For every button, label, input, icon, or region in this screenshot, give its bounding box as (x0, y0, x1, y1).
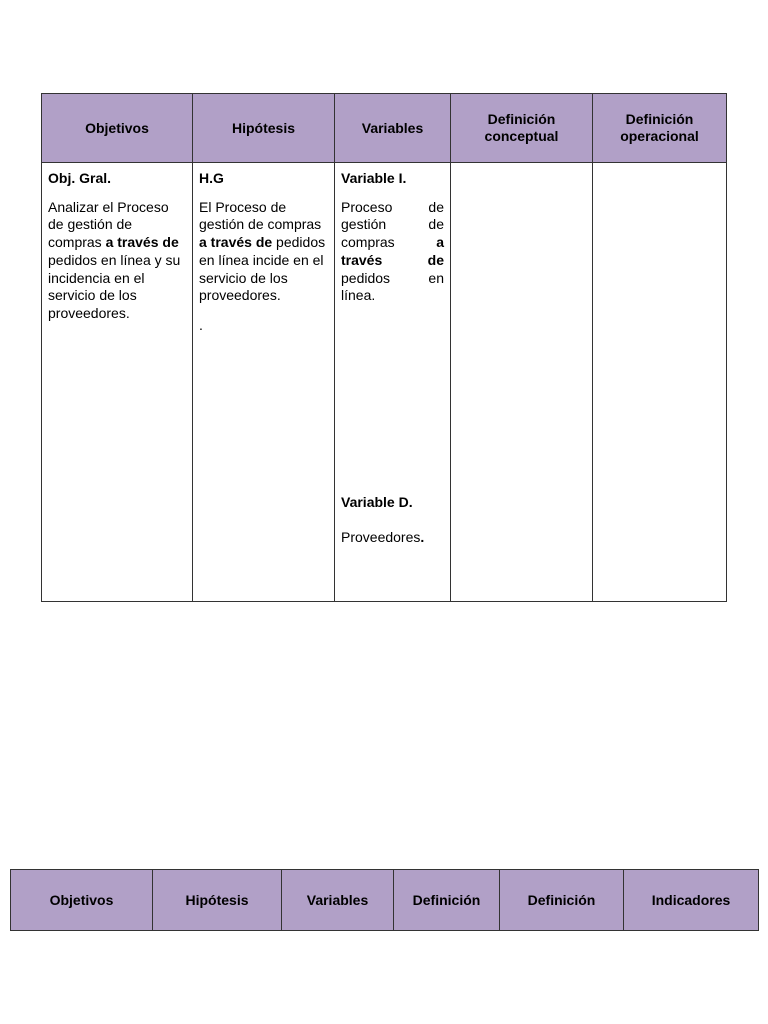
hipotesis-general-text (199, 199, 328, 305)
header-hipotesis: Hipótesis (153, 870, 282, 931)
variable-d-text: Proveedores (341, 528, 421, 545)
variable-dependiente-block (341, 494, 444, 546)
variable-i-text-part-2: pedidos en línea. (341, 269, 444, 304)
header-definicion-operacional (593, 94, 727, 163)
table-row (42, 163, 727, 602)
header-hipotesis: Hipótesis (193, 94, 335, 163)
objetivo-general-label: Obj. Gral. (48, 170, 112, 186)
cell-objetivos (42, 163, 193, 602)
cell-definicion-operacional (593, 163, 727, 602)
header-variables: Variables (335, 94, 451, 163)
header-definicion-conceptual (451, 94, 593, 163)
variables-operationalization-table (41, 93, 727, 602)
variable-d-suffix: . (420, 528, 425, 545)
objetivo-text-bold: a través de (105, 234, 179, 251)
hipotesis-general-label: H.G (199, 170, 224, 186)
second-table-header (10, 869, 759, 931)
variable-i-text-bold: a través de (341, 234, 444, 268)
cell-definicion-conceptual (451, 163, 593, 602)
objetivo-general-text (48, 199, 186, 323)
objetivo-text-part-1: Analizar el Proceso de gestión de compras (48, 198, 169, 251)
variable-i-text-part-1: Proceso de gestión de compras (341, 198, 444, 251)
cell-hipotesis (193, 163, 335, 602)
header-definicion-1: Definición (394, 870, 500, 931)
table-header-row (42, 94, 727, 163)
objetivo-text-part-2: pedidos en línea y su incidencia en el servicio de los proveedores. (48, 251, 181, 321)
hipotesis-text-bold: a través de (199, 234, 273, 251)
hipotesis-trailing-dot: . (199, 316, 203, 333)
header-definicion-operacional-text: Definición operacional (620, 111, 699, 144)
header-definicion-conceptual-text: Definición conceptual (484, 111, 559, 144)
variable-independiente-text (341, 199, 444, 305)
variable-dependiente-text (341, 529, 444, 547)
header-indicadores: Indicadores (624, 870, 759, 931)
variable-independiente-label: Variable I. (341, 170, 407, 186)
variable-dependiente-label: Variable D. (341, 494, 413, 510)
hipotesis-text-part-2: pedidos en línea incide en el servicio de los proveedores. (199, 234, 326, 304)
table-header-row (11, 870, 759, 931)
header-definicion-2: Definición (500, 870, 624, 931)
header-objetivos: Objetivos (11, 870, 153, 931)
cell-variables (335, 163, 451, 602)
hipotesis-text-part-1: El Proceso de gestión de compras (199, 198, 322, 233)
header-variables: Variables (282, 870, 394, 931)
header-objetivos: Objetivos (42, 94, 193, 163)
